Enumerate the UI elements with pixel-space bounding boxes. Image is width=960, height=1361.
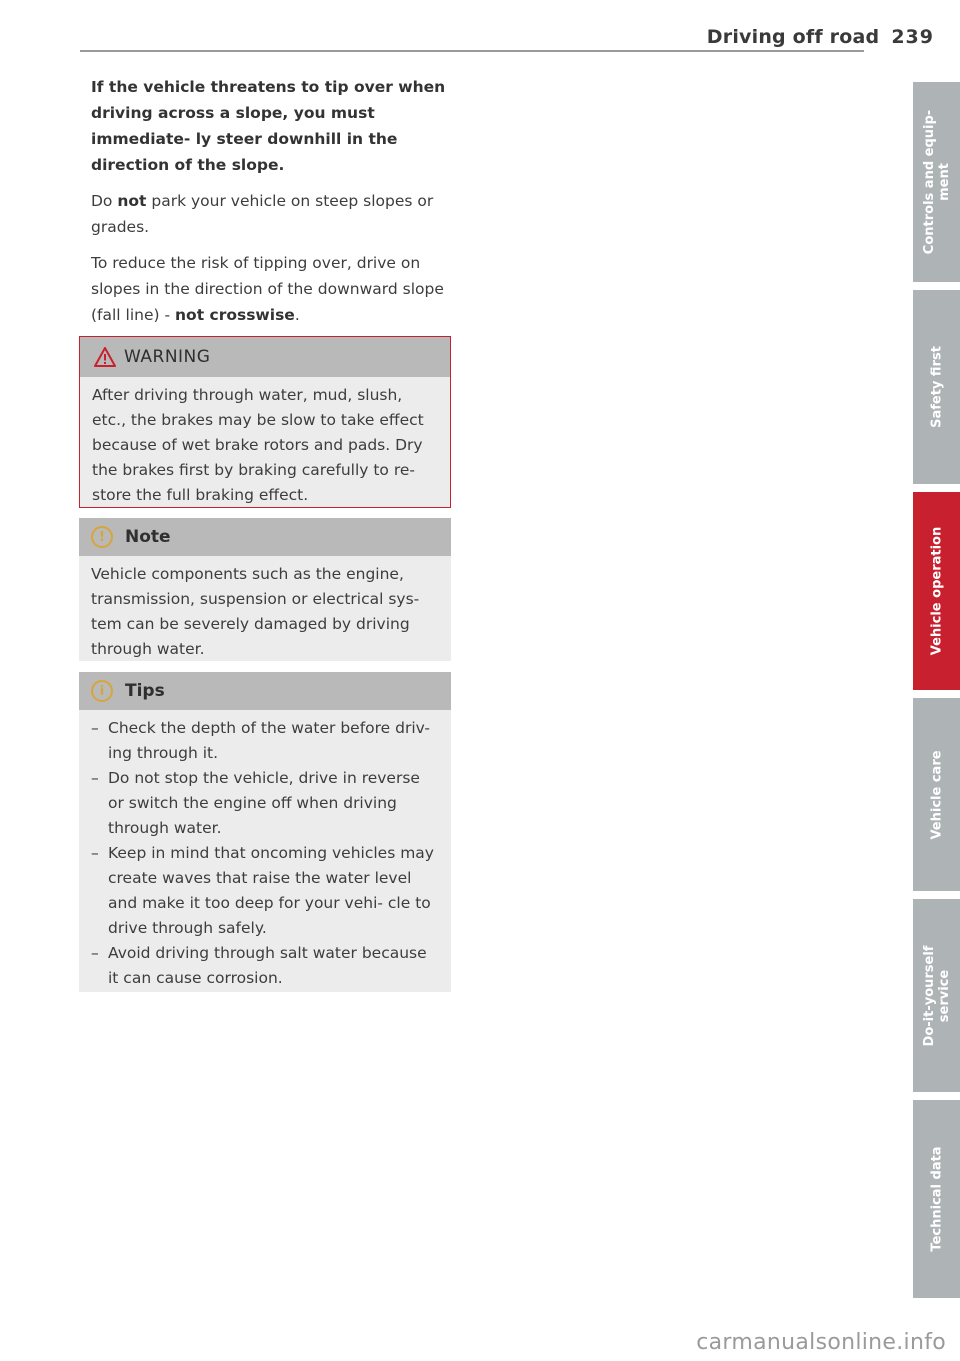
note-box	[79, 518, 451, 661]
side-tab-vehicle-care[interactable]	[913, 698, 960, 891]
side-tab-technical-data[interactable]	[913, 1100, 960, 1298]
side-tab-controls[interactable]	[913, 82, 960, 282]
tips-list	[91, 716, 437, 991]
warning-title: WARNING	[124, 347, 211, 367]
note-text: Vehicle components such as the engine, transmission, suspension or electrical sys- tem can be severely damaged by driving through water.	[91, 565, 420, 658]
list-item: – Avoid driving through salt water because it can cause corrosion.	[91, 944, 427, 987]
section-title: Driving off road	[706, 26, 880, 48]
side-tab-label: Technical data	[929, 1146, 944, 1252]
list-item: – Keep in mind that oncoming vehicles may create waves that raise the water level and make it too deep for your vehi- cle to drive through safely.	[91, 844, 434, 937]
tips-body	[79, 710, 451, 991]
side-tab-label: Controls and equip- ment	[921, 109, 952, 255]
tips-info-icon: i	[91, 680, 113, 702]
note-exclamation-icon: !	[91, 526, 113, 548]
tips-title: Tips	[125, 681, 165, 701]
main-column	[91, 74, 451, 338]
warning-header	[80, 337, 450, 377]
side-tab-diy-service[interactable]	[913, 899, 960, 1092]
note-header	[79, 518, 451, 556]
paragraph-tipping: To reduce the risk of tipping over, drive on slopes in the direction of the downward slope (fall line) - not crosswise.	[91, 254, 444, 324]
footer-watermark: carmanualsonline.info	[696, 1330, 946, 1355]
side-tab-label: Vehicle care	[929, 749, 944, 840]
side-tab-safety[interactable]	[913, 290, 960, 484]
list-item: – Check the depth of the water before driv- ing through it.	[91, 719, 431, 762]
tips-box	[79, 672, 451, 992]
side-tab-vehicle-operation[interactable]	[913, 492, 960, 690]
lead-paragraph: If the vehicle threatens to tip over when driving across a slope, you must immediate- ly steer downhill in the direction of the slope.	[91, 78, 446, 174]
side-tab-label: Vehicle operation	[929, 526, 944, 656]
side-tab-label: Do-it-yourself service	[921, 945, 952, 1046]
list-item: – Do not stop the vehicle, drive in reverse or switch the engine off when driving through water.	[91, 769, 420, 837]
tips-header	[79, 672, 451, 710]
warning-text: After driving through water, mud, slush, etc., the brakes may be slow to take effect because of wet brake rotors and pads. Dry the brakes first by braking carefully to re- store the full braking effect.	[92, 386, 424, 504]
page-header	[707, 26, 934, 48]
warning-box	[79, 336, 451, 508]
side-tab-label: Safety first	[929, 346, 944, 428]
note-title: Note	[125, 527, 171, 547]
paragraph-parking: Do not park your vehicle on steep slopes or grades.	[91, 192, 434, 236]
page-number: 239	[891, 26, 934, 48]
header-rule	[80, 50, 864, 52]
warning-triangle-icon	[94, 347, 116, 367]
